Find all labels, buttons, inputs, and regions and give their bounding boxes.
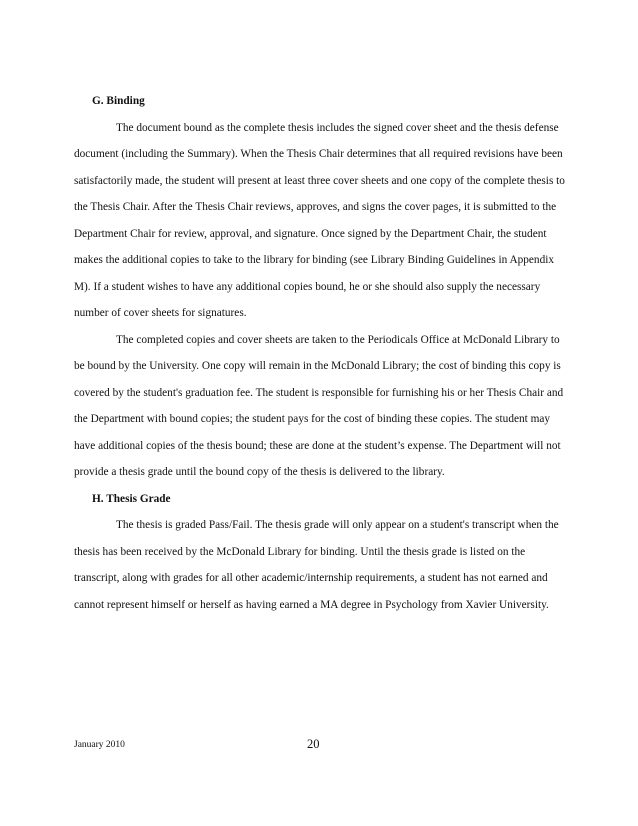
binding-paragraph-2: The completed copies and cover sheets are taken to the Periodicals Office at McDonald Library to be bound by the University. One copy will remain in the McDonald Library; the cost of binding this copy is covered by the student's graduation fee. The student is responsible for furnishing his or her Thesis Chair and the Department with bound copies; the student pays for the cost of binding these copies. The student may have additional copies of the thesis bound; these are done at the student’s expense. The Department will not provide a thesis grade until the bound copy of the thesis is delivered to the library. <box>74 333 564 478</box>
page-number: 20 <box>307 737 320 751</box>
binding-paragraph-1: The document bound as the complete thesis includes the signed cover sheet and the thesis defense document (including the Summary). When the Thesis Chair determines that all required revisions have been satisfactorily made, the student will present at least three cover sheets and one copy of the complete thesis to the Thesis Chair. After the Thesis Chair reviews, approves, and signs the cover pages, it is submitted to the Department Chair for review, approval, and signature. Once signed by the Department Chair, the student makes the additional copies to take to the library for binding (see Library Binding Guidelines in Appendix M). If a student wishes to have any additional copies bound, he or she should also supply the necessary number of cover sheets for signatures. <box>74 121 565 319</box>
thesis-grade-paragraph: The thesis is graded Pass/Fail. The thesis grade will only appear on a student's transcript when the thesis has been received by the McDonald Library for binding. Until the thesis grade is listed on the transcript, along with grades for all other academic/internship requirements, a student has not earned and cannot represent himself or herself as having earned a MA degree in Psychology from Xavier University. <box>74 519 559 611</box>
section-heading-binding: G. Binding <box>92 95 145 107</box>
footer-date: January 2010 <box>74 740 125 750</box>
section-heading-thesis-grade: H. Thesis Grade <box>92 492 171 505</box>
page-body <box>74 88 572 618</box>
